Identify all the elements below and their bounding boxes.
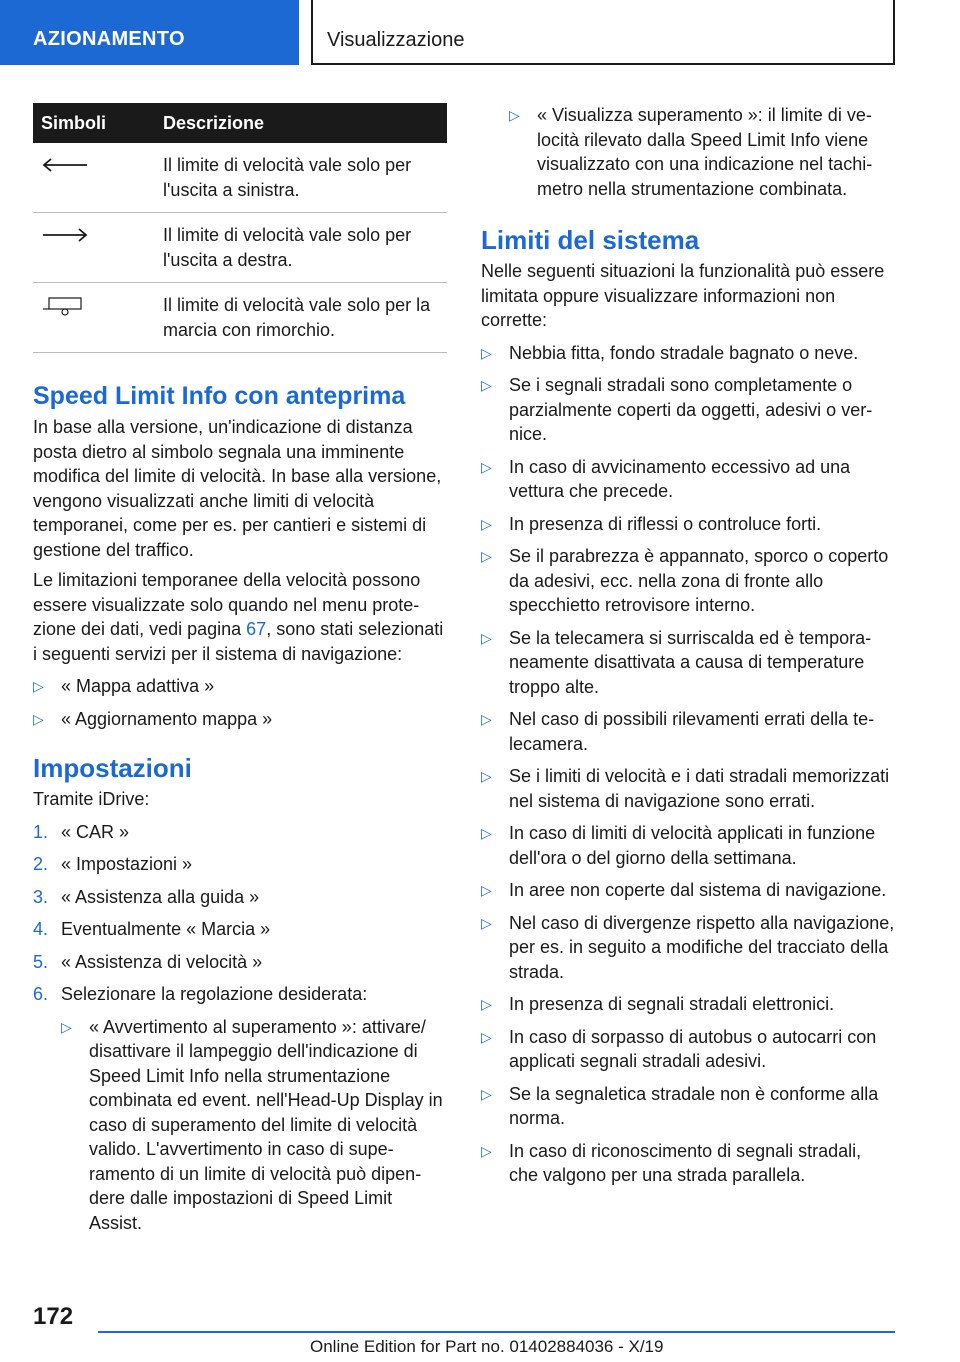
triangle-bullet-icon: ▷ bbox=[481, 711, 492, 727]
symbols-table bbox=[33, 103, 447, 353]
table-cell-text: Il limite di velocità vale solo per l'uscita a sinistra. bbox=[155, 143, 447, 213]
paragraph: Le limitazioni temporanee della velocità possono essere visualizzate solo quando nel menu protezione dei dati, vedi pagina 67, sono stati selezionati i seguenti servizi per il sistema di navigazione: bbox=[33, 570, 444, 664]
list-item: 1. « CAR » bbox=[33, 821, 130, 842]
list-item: ▷ « Mappa adattiva » bbox=[33, 674, 447, 699]
list-item: ▷ Se la telecamera si surriscalda ed è temporaneamente disattivata a causa di temperature troppo alte. bbox=[481, 627, 872, 697]
table-cell-text: Il limite di velocità vale solo per la marcia con rimorchio. bbox=[155, 283, 447, 353]
triangle-bullet-icon: ▷ bbox=[509, 107, 520, 123]
triangle-bullet-icon: ▷ bbox=[481, 548, 492, 564]
service-list bbox=[33, 674, 447, 731]
section-heading-preview: Speed Limit Info con anteprima bbox=[33, 382, 406, 410]
list-item: ▷ In presenza di segnali stradali elettronici. bbox=[481, 992, 895, 1017]
triangle-bullet-icon: ▷ bbox=[481, 1028, 492, 1045]
list-item: ▷ In caso di riconoscimento di segnali stradali, che valgono per una strada parallela. bbox=[481, 1140, 862, 1185]
triangle-bullet-icon: ▷ bbox=[33, 710, 44, 727]
footer-divider bbox=[98, 1331, 895, 1333]
table-row bbox=[33, 283, 447, 353]
col-header-symbols: Simboli bbox=[33, 103, 155, 143]
page-number: 172 bbox=[33, 1303, 74, 1330]
triangle-bullet-icon: ▷ bbox=[481, 914, 492, 931]
list-item: ▷ In presenza di riflessi o controluce forti. bbox=[481, 512, 895, 537]
section-tab bbox=[0, 0, 299, 65]
table-cell-text: Il limite di velocità vale solo per l'uscita a destra. bbox=[155, 213, 447, 283]
list-item: ▷ Se il parabrezza è appannato, sporco o coperto da adesivi, ecc. nella zona di fronte allo specchietto retrovisore interno. bbox=[481, 546, 889, 615]
list-item: 4. Eventualmente « Marcia » bbox=[33, 919, 271, 939]
col-header-description: Descrizione bbox=[155, 103, 447, 143]
list-item: 5. « Assistenza di velocità » bbox=[33, 951, 263, 972]
triangle-bullet-icon: ▷ bbox=[481, 825, 492, 841]
trailer-icon bbox=[41, 295, 89, 317]
subsection-title: Visualizzazione bbox=[327, 29, 465, 51]
triangle-bullet-icon: ▷ bbox=[481, 1142, 492, 1159]
settings-steps bbox=[33, 820, 447, 1236]
sub-option-list-continued bbox=[481, 103, 895, 201]
triangle-bullet-icon: ▷ bbox=[481, 344, 492, 361]
list-item: 3. « Assistenza alla guida » bbox=[33, 886, 260, 907]
table-row bbox=[33, 213, 447, 283]
list-item: 6. Selezionare la regolazione desiderata: ▷ « Avvertimento al superamento »: attivare/ disattivare il lampeggio dell'indicazione di Speed Limit Info nella strumentazione combinata ed event. nell'Head-Up Display in caso di superamento del limite di velocità valido. L'avvertimento in caso di superamento di un limite di velocità può dipendere dalle impostazioni di Speed Limit Assist. bbox=[33, 982, 447, 1235]
arrow-left-icon bbox=[41, 157, 89, 173]
list-item: ▷ Se i limiti di velocità e i dati stradali memorizzati nel sistema di navigazione sono errati. bbox=[481, 766, 890, 811]
list-item: ▷ Nel caso di divergenze rispetto alla navigazione, per es. in seguito a modifiche del tracciato della strada. bbox=[481, 912, 895, 982]
list-item: ▷ In caso di limiti di velocità applicati in funzione dell'ora o del giorno della settimana. bbox=[481, 823, 876, 868]
subsection-tab bbox=[311, 0, 895, 65]
sub-option-list bbox=[61, 1015, 447, 1236]
list-item: ▷ In aree non coperte dal sistema di navigazione. bbox=[481, 878, 895, 903]
edition-note: Online Edition for Part no. 01402884036 - X/19 bbox=[310, 1337, 664, 1356]
list-item: ▷ Nel caso di possibili rilevamenti errati della telecamera. bbox=[481, 709, 875, 754]
triangle-bullet-icon: ▷ bbox=[61, 1018, 72, 1035]
list-item: ▷ In caso di sorpasso di autobus o autocarri con applicati segnali stradali adesivi. bbox=[481, 1026, 877, 1071]
paragraph: Tramite iDrive: bbox=[33, 789, 150, 809]
page-reference-link[interactable]: 67 bbox=[246, 619, 267, 639]
arrow-right-icon bbox=[41, 227, 89, 243]
triangle-bullet-icon: ▷ bbox=[33, 678, 44, 694]
triangle-bullet-icon: ▷ bbox=[481, 458, 492, 475]
right-column bbox=[481, 103, 895, 1196]
table-row bbox=[33, 143, 447, 213]
table-header-row bbox=[33, 103, 447, 143]
list-item: ▷ Se i segnali stradali sono completamente o parzialmente coperti da oggetti, adesivi o vernice. bbox=[481, 375, 873, 444]
triangle-bullet-icon: ▷ bbox=[481, 882, 492, 898]
list-item: ▷ « Visualizza superamento »: il limite di velocità rilevato dalla Speed Limit Info viene visualizzato con una indicazione nel tachimetro nella strumentazione combinata. bbox=[509, 105, 873, 199]
triangle-bullet-icon: ▷ bbox=[481, 377, 492, 393]
list-item: ▷ In caso di avvicinamento eccessivo ad una vettura che precede. bbox=[481, 456, 851, 501]
section-title: AZIONAMENTO bbox=[33, 28, 185, 50]
section-heading-settings: Impostazioni bbox=[33, 753, 192, 783]
paragraph: In base alla versione, un'indicazione di distanza posta dietro al simbolo segnala una imminente modifica del limite di velocità. In base alla versione, vengono visualizzati anche limiti di velocità temporanei, come per es. per cantieri e sistemi di gestione del traffico. bbox=[33, 417, 442, 560]
triangle-bullet-icon: ▷ bbox=[481, 1085, 492, 1102]
list-item: ▷ Se la segnaletica stradale non è conforme alla norma. bbox=[481, 1083, 879, 1128]
triangle-bullet-icon: ▷ bbox=[481, 768, 492, 784]
triangle-bullet-icon: ▷ bbox=[481, 629, 492, 646]
list-item: ▷ « Avvertimento al superamento »: attivare/ disattivare il lampeggio dell'indicazione di Speed Limit Info nella strumentazione combinata ed event. nell'Head-Up Display in caso di superamento del limite di velocità valido. L'avvertimento in caso di superamento di un limite di velocità può dipendere dalle impostazioni di Speed Limit Assist. bbox=[61, 1016, 443, 1233]
list-item: ▷ Nebbia fitta, fondo stradale bagnato o neve. bbox=[481, 341, 895, 366]
limits-list bbox=[481, 341, 895, 1188]
left-column bbox=[33, 103, 447, 1243]
triangle-bullet-icon: ▷ bbox=[481, 515, 492, 532]
list-item: ▷ « Aggiornamento mappa » bbox=[33, 707, 447, 732]
paragraph: Nelle seguenti situazioni la funzionalità può essere limitata oppure visualizzare informazioni non corrette: bbox=[481, 261, 885, 330]
triangle-bullet-icon: ▷ bbox=[481, 996, 492, 1012]
list-item: 2. « Impostazioni » bbox=[33, 854, 193, 874]
section-heading-limits: Limiti del sistema bbox=[481, 225, 700, 255]
